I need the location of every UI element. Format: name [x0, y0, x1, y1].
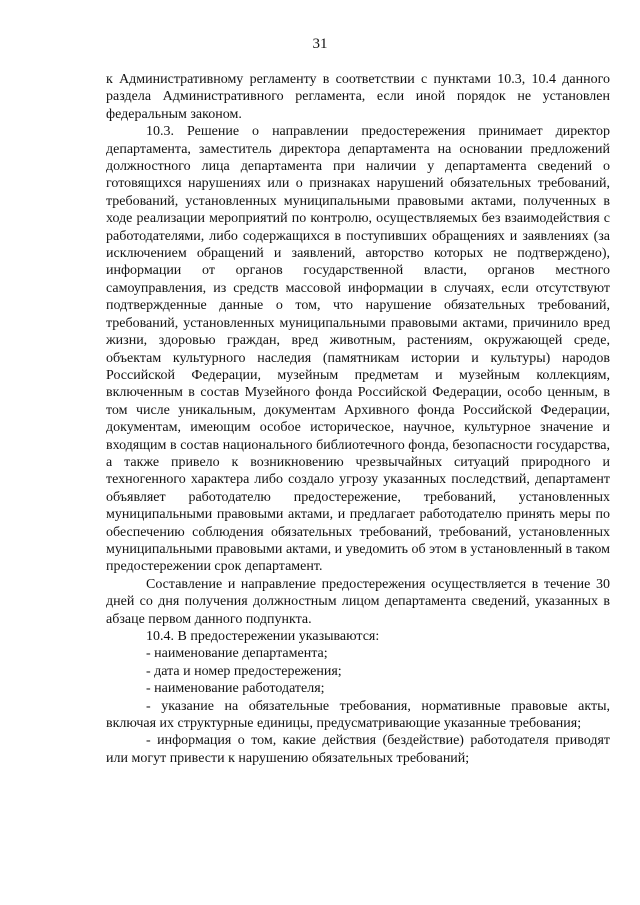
- list-item-department-name: - наименование департамента;: [146, 646, 328, 662]
- paragraph-deadline: Составление и направление предостережения осуществляется в течение 30 дней со дня получения должностным лицом департамента сведений, указанных в абзаце первом данного подпункта.: [106, 576, 610, 627]
- paragraph-continuation: к Административному регламенту в соответствии с пунктами 10.3, 10.4 данного раздела Административного регламента, если иной порядок не установлен федеральным законом.: [106, 72, 610, 122]
- paragraph-10-3: 10.3. Решение о направлении предостережения принимает директор департамента, заместитель директора департамента на основании предложений должностного лица департамента при наличии у департамента сведений о готовящихся нарушениях или о признаках нарушений обязательных требований, требований, установленных муниципальными правовыми актами, полученных в ходе реализации мероприятий по контролю, осуществляемых без взаимодействия с работодателями, либо содержащихся в поступивших обращениях и заявлениях (за исключением обращений и заявлений, авторство которых не подтверждено), информации от органов государственной власти, органов местного самоуправления, из средств массовой информации в случаях, если отсутствуют подтвержденные данные о том, что нарушение обязательных требований, требований, установленных муниципальными правовыми актами, причинило вред жизни, здоровью граждан, вред животным, растениям, окружающей среде, объектам культурного наследия (памятникам истории и культуры) народов Российской Федерации, музейным предметам и музейным коллекциям, включенным в состав Музейного фонда Российской Федерации, особо ценным, в том числе уникальным, документам Архивного фонда Российской Федерации, документам, имеющим особое историческое, научное, культурное значение и входящим в состав национального библиотечного фонда, безопасности государства, а также привело к возникновению чрезвычайных ситуаций природного и техногенного характера либо создало угрозу указанных последствий, департамент объявляет работодателю предостережение, требований, установленных муниципальными правовыми актами, и предлагает работодателю принять меры по обеспечению соблюдения обязательных требований, требований, установленных муниципальными правовыми актами, и уведомить об этом в установленный в таком предостережении срок департамент.: [106, 124, 610, 575]
- list-item-employer-name: - наименование работодателя;: [146, 681, 325, 697]
- list-item-requirements: - указание на обязательные требования, нормативные правовые акты, включая их структурные единицы, предусматривающие указанные требования;: [106, 698, 610, 732]
- list-item-violations-info: - информация о том, какие действия (бездействие) работодателя приводят или могут привести к нарушению обязательных требований;: [106, 733, 610, 766]
- page-number: 31: [312, 36, 328, 52]
- list-item-date-number: - дата и номер предостережения;: [146, 663, 342, 679]
- document-body: [106, 71, 610, 767]
- paragraph-10-4: 10.4. В предостережении указываются:: [146, 629, 380, 644]
